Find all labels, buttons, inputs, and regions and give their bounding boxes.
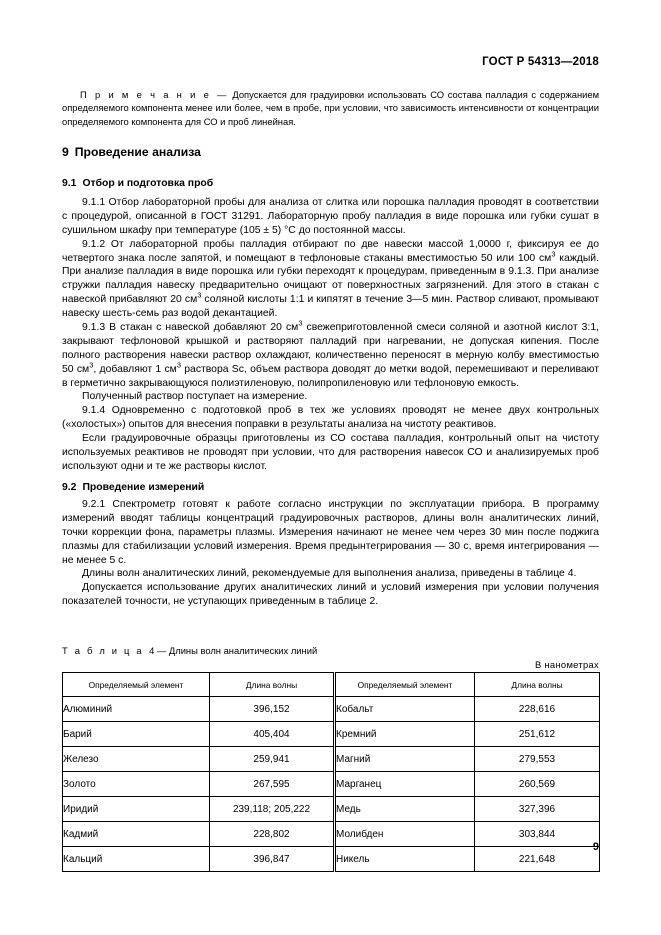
cell-element-right: Кремний <box>335 722 475 747</box>
paragraph-9-1-3-part-c: , добавляют 1 см <box>93 363 177 375</box>
cell-wavelength-left: 396,152 <box>210 697 335 722</box>
paragraph-9-1-2-part-b: каждый. При анализе палладия в виде порошка или губки переходят к процедурам, приведенным в 9.1.3. При анализе стружки палладия навеску предварительно очищают от поверхностных загрязнений. Для этого в стакан с навеской прибавляют 20 см <box>62 252 600 306</box>
table-caption <box>62 645 317 656</box>
cell-wavelength-right: 279,553 <box>475 747 600 772</box>
cell-wavelength-left: 396,847 <box>210 847 335 872</box>
cell-wavelength-left: 267,595 <box>210 772 335 797</box>
cell-element-left: Кадмий <box>63 822 210 847</box>
wavelength-table-wrapper <box>62 672 599 872</box>
cell-wavelength-right: 251,612 <box>475 722 600 747</box>
table-header-row <box>63 673 600 697</box>
paragraph-9-1-1: 9.1.1 Отбор лабораторной пробы для анализа от слитка или порошка палладия проводят в соответствии с процедурой, описанной в ГОСТ 31291. Лабораторную пробу палладия в виде порошка или губки сушат в сушильном шкафу при температуре (105 ± 5) °С до постоянной массы. <box>62 197 599 236</box>
cell-element-left: Золото <box>63 772 210 797</box>
note-label: П р и м е ч а н и е — <box>80 89 229 100</box>
note-block <box>62 88 599 128</box>
cell-element-right: Никель <box>335 847 475 872</box>
paragraph-table-reference: Длины волн аналитических линий, рекомендуемые для выполнения анализа, приведены в таблице 4. <box>82 568 577 580</box>
cell-wavelength-left: 405,404 <box>210 722 335 747</box>
table-caption-number: 4 <box>149 645 155 656</box>
cell-element-left: Кальций <box>63 847 210 872</box>
cell-element-left: Иридий <box>63 797 210 822</box>
table-row <box>63 722 600 747</box>
column-header-element-left: Определяемый элемент <box>63 673 210 697</box>
paragraph-9-2-1: 9.2.1 Спектрометр готовят к работе согласно инструкции по эксплуатации прибора. В программу измерений вводят таблицы концентраций градуировочных растворов, длины волн аналитических линий, точки коррекции фона, параметры плазмы. Измерения начинают не менее чем через 30 мин после поджига плазмы для стабилизации условий измерения. Время предынтегрирования — 30 с, время интегрирования — не менее 5 с. <box>62 499 599 566</box>
section-9-2-title: Проведение измерений <box>82 482 205 493</box>
paragraph-9-1-2-part-a: 9.1.2 От лабораторной пробы палладия отбирают по две навески массой 1,0000 г, фиксируя ее до четвертого знака после запятой, и помещают в тефлоновые стаканы вместимостью 50 или 100 см <box>62 238 599 264</box>
cell-wavelength-right: 327,396 <box>475 797 600 822</box>
cell-wavelength-right: 228,616 <box>475 697 600 722</box>
section-heading-9-2 <box>62 482 204 493</box>
column-header-wavelength-right: Длина волны <box>475 673 600 697</box>
table-row <box>63 847 600 872</box>
section-9-2-body <box>62 498 599 609</box>
cell-wavelength-left: 259,941 <box>210 747 335 772</box>
cell-element-right: Молибден <box>335 822 475 847</box>
cell-element-right: Медь <box>335 797 475 822</box>
note-text: Допускается для градуировки использовать СО состава палладия с содержанием определяемого компонента менее или более, чем в пробе, при условии, что зависимость интенсивности от концентрации определяемого компонента для СО и проб линейная. <box>62 89 600 127</box>
cell-element-right: Марганец <box>335 772 475 797</box>
cell-element-right: Кобальт <box>335 697 475 722</box>
running-header-standard-number: ГОСТ Р 54313—2018 <box>482 56 599 68</box>
paragraph-9-1-3-part-b: свежеприготовленной смеси соляной и азотной кислот 3:1, закрывают тефлоновой крышкой и растворяют палладий при нагревании, не допуская кипения. После полного растворения навески раствор охлаждают, количественно переносят в мерную колбу вместимостью 50 см <box>62 322 599 375</box>
section-heading-9-1 <box>62 178 213 189</box>
cell-wavelength-right: 303,844 <box>475 822 600 847</box>
superscript-cubic-b: 3 <box>197 290 202 300</box>
page-number: 9 <box>592 841 599 853</box>
column-header-wavelength-left: Длина волны <box>210 673 335 697</box>
wavelength-table <box>62 672 600 872</box>
paragraph-alternative-lines: Допускается использование других аналитических линий и условий измерения при условии получения показателей точности, не уступающих приведенным в таблице 2. <box>62 582 599 608</box>
table-row <box>63 697 600 722</box>
table-row <box>63 772 600 797</box>
cell-element-left: Алюминий <box>63 697 210 722</box>
superscript-cubic-e: 3 <box>176 360 181 370</box>
paragraph-9-1-4: 9.1.4 Одновременно с подготовкой проб в тех же условиях проводят не менее двух контрольных («холостых») опытов для внесения поправки в результаты анализа на чистоту реактивов. <box>62 405 599 431</box>
table-caption-label: Т а б л и ц а <box>62 645 144 656</box>
cell-wavelength-left: 239,118; 205,222 <box>210 797 335 822</box>
section-9-title: Проведение анализа <box>74 145 201 159</box>
paragraph-9-1-2 <box>62 238 599 321</box>
paragraph-solution-ready: Полученный раствор поступает на измерение. <box>82 391 308 403</box>
table-row <box>63 822 600 847</box>
paragraph-9-1-3-part-a: 9.1.3 В стакан с навеской добавляют 20 см <box>82 322 299 334</box>
superscript-cubic-c: 3 <box>298 318 303 328</box>
section-9-1-number: 9.1 <box>62 178 77 189</box>
cell-element-left: Железо <box>63 747 210 772</box>
cell-wavelength-right: 260,569 <box>475 772 600 797</box>
table-row <box>63 797 600 822</box>
cell-element-right: Магний <box>335 747 475 772</box>
wavelength-table-body <box>63 697 600 872</box>
section-9-2-number: 9.2 <box>62 482 77 493</box>
cell-wavelength-left: 228,802 <box>210 822 335 847</box>
superscript-cubic-d: 3 <box>89 360 94 370</box>
table-row <box>63 747 600 772</box>
paragraph-9-1-4-continued: Если градуировочные образцы приготовлены из СО состава палладия, контрольный опыт на чистоту используемых реактивов не проводят при условии, что для растворения навесок СО и анализируемых проб используют одни и те же растворы кислот. <box>62 433 599 472</box>
table-units-note: В нанометрах <box>535 659 599 670</box>
cell-wavelength-right: 221,648 <box>475 847 600 872</box>
section-heading-9 <box>62 145 201 159</box>
section-9-1-body <box>62 196 599 474</box>
column-header-element-right: Определяемый элемент <box>335 673 475 697</box>
section-9-1-title: Отбор и подготовка проб <box>82 178 214 189</box>
table-caption-text: — Длины волн аналитических линий <box>156 645 318 656</box>
section-9-number: 9 <box>62 145 69 159</box>
cell-element-left: Барий <box>63 722 210 747</box>
paragraph-9-1-3-part-d: раствора Sc, объем раствора доводят до метки водой, перемешивают и переливают в герметично закрывающуюся полиэтиленовую, полипропиленовую или тефлоновую емкость. <box>62 363 599 389</box>
paragraph-9-1-3 <box>62 318 599 390</box>
paragraph-9-1-2-part-c: соляной кислоты 1:1 и кипятят в течение 3—5 мин. Раствор сливают, промывают навеску шесть-семь раз водой декантацией. <box>62 294 599 320</box>
superscript-cubic-a: 3 <box>551 249 556 259</box>
